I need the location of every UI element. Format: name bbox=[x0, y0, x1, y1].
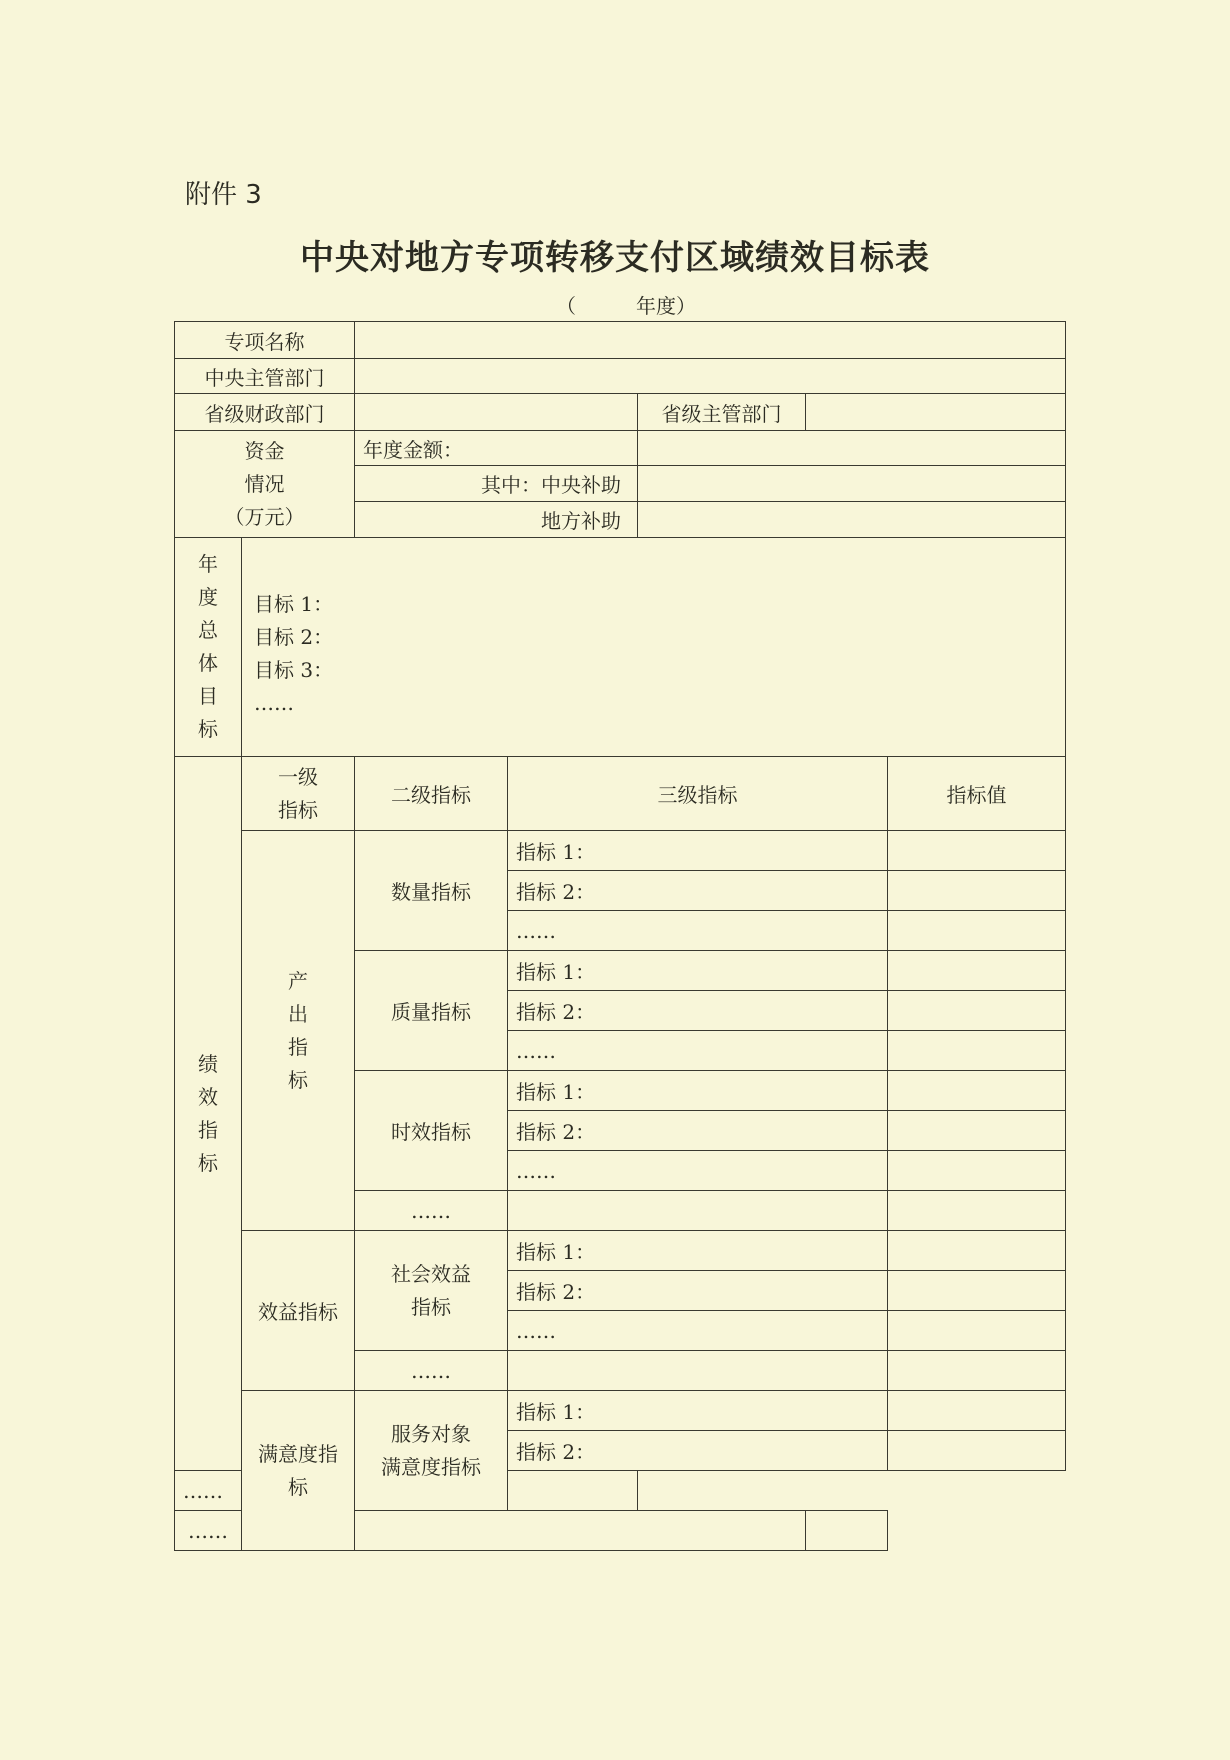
indicator-item[interactable]: 指标 1： bbox=[508, 951, 888, 991]
project-name-field[interactable] bbox=[355, 322, 1066, 359]
indicator-item[interactable]: 指标 2： bbox=[508, 1111, 888, 1151]
more-level2-ellipsis: …… bbox=[355, 1351, 508, 1391]
label-char: 体 bbox=[198, 651, 218, 675]
goal-item: 目标 3： bbox=[254, 658, 334, 682]
label-char: 标 bbox=[198, 1150, 218, 1175]
indicator-item[interactable] bbox=[508, 1191, 888, 1231]
provincial-finance-field[interactable] bbox=[355, 394, 638, 431]
indicator-item[interactable] bbox=[355, 1511, 806, 1551]
more-level2-ellipsis: …… bbox=[355, 1191, 508, 1231]
label-char: 标 bbox=[288, 1067, 308, 1092]
central-subsidy-field[interactable] bbox=[638, 466, 1066, 502]
label-char: 年 bbox=[198, 552, 218, 576]
indicator-item[interactable]: …… bbox=[508, 1151, 888, 1191]
goal-item: 目标 2： bbox=[254, 625, 334, 649]
quantity-indicators-label: 数量指标 bbox=[355, 831, 508, 951]
more-level2-ellipsis: …… bbox=[175, 1511, 242, 1551]
page-title: 中央对地方专项转移支付区域绩效目标表 bbox=[300, 238, 930, 278]
label-char: 标 bbox=[198, 717, 218, 741]
annual-amount-label: 年度金额： bbox=[355, 431, 638, 466]
attachment-label: 附件 3 bbox=[185, 180, 262, 210]
benefit-indicators-label: 效益指标 bbox=[242, 1231, 355, 1391]
indicator-item[interactable]: 指标 2： bbox=[508, 1431, 888, 1471]
label-line: 满意度指 bbox=[258, 1441, 338, 1466]
indicator-value-field[interactable] bbox=[508, 1471, 638, 1511]
indicator-item[interactable]: …… bbox=[175, 1471, 508, 1511]
header-level1 bbox=[242, 757, 355, 831]
indicator-value-field[interactable] bbox=[888, 1031, 1066, 1071]
label-char: 出 bbox=[288, 1001, 308, 1026]
output-indicators-label bbox=[242, 831, 355, 1231]
header-line: 一级 bbox=[278, 764, 318, 789]
indicator-item[interactable] bbox=[508, 1351, 888, 1391]
indicator-item[interactable]: 指标 2： bbox=[508, 991, 888, 1031]
indicator-value-field[interactable] bbox=[888, 1191, 1066, 1231]
label-line: 服务对象 bbox=[391, 1421, 471, 1446]
year-line bbox=[556, 290, 696, 319]
indicator-item[interactable]: 指标 2： bbox=[508, 871, 888, 911]
local-subsidy-label: 地方补助 bbox=[355, 502, 638, 538]
indicator-value-field[interactable] bbox=[888, 1431, 1066, 1471]
funding-label-line: 情况 bbox=[244, 471, 285, 496]
annual-goals-field[interactable] bbox=[242, 538, 1066, 757]
indicator-value-field[interactable] bbox=[888, 1151, 1066, 1191]
goal-item: 目标 1： bbox=[254, 592, 334, 616]
central-dept-field[interactable] bbox=[355, 359, 1066, 394]
central-dept-label: 中央主管部门 bbox=[175, 359, 355, 394]
year-label: 年度） bbox=[636, 294, 696, 318]
indicator-value-field[interactable] bbox=[888, 1111, 1066, 1151]
label-char: 度 bbox=[198, 585, 218, 609]
indicator-item[interactable]: …… bbox=[508, 1311, 888, 1351]
indicator-item[interactable]: 指标 1： bbox=[508, 1231, 888, 1271]
annual-amount-field[interactable] bbox=[638, 431, 1066, 466]
label-char: 产 bbox=[288, 968, 308, 993]
social-benefit-label bbox=[355, 1231, 508, 1351]
indicator-item[interactable]: …… bbox=[508, 911, 888, 951]
project-name-label: 专项名称 bbox=[175, 322, 355, 359]
provincial-dept-field[interactable] bbox=[806, 394, 1066, 431]
label-char: 绩 bbox=[198, 1051, 218, 1076]
indicator-item[interactable]: …… bbox=[508, 1031, 888, 1071]
label-char: 总 bbox=[198, 618, 218, 642]
performance-indicators-label bbox=[175, 757, 242, 1471]
performance-target-table bbox=[174, 321, 1066, 1551]
indicator-value-field[interactable] bbox=[888, 911, 1066, 951]
indicator-value-field[interactable] bbox=[888, 831, 1066, 871]
goal-item: …… bbox=[254, 691, 294, 715]
funding-label bbox=[175, 431, 355, 538]
label-line: 指标 bbox=[411, 1294, 451, 1319]
label-line: 社会效益 bbox=[391, 1261, 471, 1286]
label-char: 指 bbox=[198, 1117, 218, 1142]
timeliness-indicators-label: 时效指标 bbox=[355, 1071, 508, 1191]
local-subsidy-field[interactable] bbox=[638, 502, 1066, 538]
year-open: （ bbox=[556, 294, 576, 318]
indicator-value-field[interactable] bbox=[888, 871, 1066, 911]
provincial-finance-label: 省级财政部门 bbox=[175, 394, 355, 431]
indicator-item[interactable]: 指标 2： bbox=[508, 1271, 888, 1311]
funding-label-line: （万元） bbox=[224, 504, 305, 529]
indicator-value-field[interactable] bbox=[888, 1071, 1066, 1111]
indicator-value-field[interactable] bbox=[888, 991, 1066, 1031]
indicator-value-field[interactable] bbox=[888, 1271, 1066, 1311]
indicator-item[interactable]: 指标 1： bbox=[508, 1071, 888, 1111]
funding-label-line: 资金 bbox=[244, 438, 285, 463]
label-char: 目 bbox=[198, 684, 218, 708]
label-line: 标 bbox=[288, 1474, 308, 1499]
header-level2: 二级指标 bbox=[355, 757, 508, 831]
indicator-item[interactable]: 指标 1： bbox=[508, 1391, 888, 1431]
quality-indicators-label: 质量指标 bbox=[355, 951, 508, 1071]
indicator-item[interactable]: 指标 1： bbox=[508, 831, 888, 871]
label-char: 效 bbox=[198, 1084, 218, 1109]
header-value: 指标值 bbox=[888, 757, 1066, 831]
indicator-value-field[interactable] bbox=[888, 1231, 1066, 1271]
indicator-value-field[interactable] bbox=[888, 951, 1066, 991]
indicator-value-field[interactable] bbox=[888, 1391, 1066, 1431]
indicator-value-field[interactable] bbox=[888, 1311, 1066, 1351]
label-line: 满意度指标 bbox=[381, 1454, 481, 1479]
header-line: 指标 bbox=[278, 797, 318, 822]
central-subsidy-label: 其中：中央补助 bbox=[355, 466, 638, 502]
indicator-value-field[interactable] bbox=[888, 1351, 1066, 1391]
header-level3: 三级指标 bbox=[508, 757, 888, 831]
label-char: 指 bbox=[288, 1034, 308, 1059]
provincial-dept-label: 省级主管部门 bbox=[638, 394, 806, 431]
indicator-value-field[interactable] bbox=[806, 1511, 888, 1551]
annual-goals-label bbox=[175, 538, 242, 757]
